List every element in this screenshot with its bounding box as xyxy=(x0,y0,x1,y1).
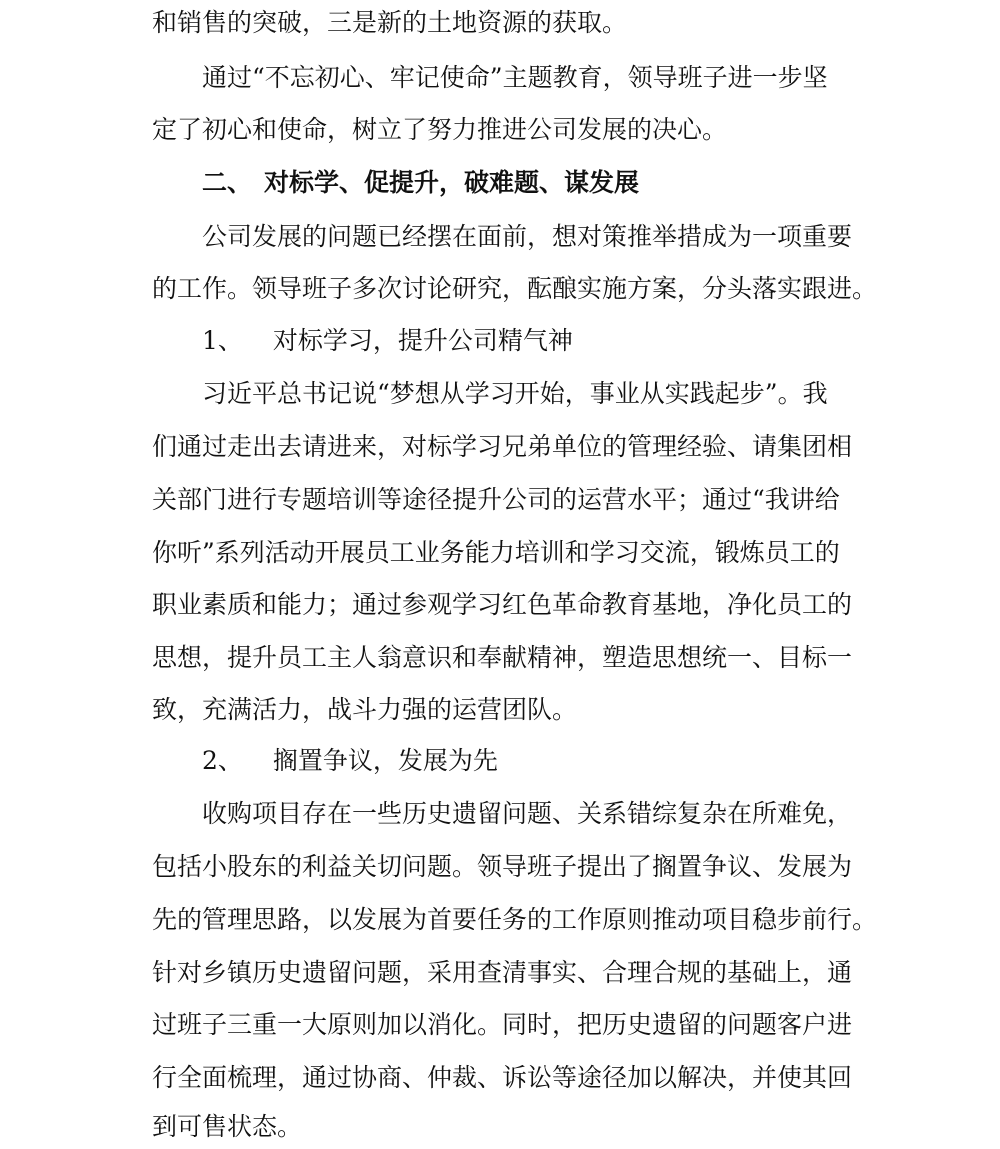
paragraph-line: 过班子三重一大原则加以消化。同时，把历史遗留的问题客户进 xyxy=(152,1010,853,1039)
paragraph-line: 到可售状态。 xyxy=(152,1112,303,1141)
paragraph-line: 的工作。领导班子多次讨论研究，酝酿实施方案，分头落实跟进。 xyxy=(152,274,878,303)
subsection-heading xyxy=(202,326,573,356)
paragraph-line: 包括小股东的利益关切问题。领导班子提出了搁置争议、发展为 xyxy=(152,852,853,881)
paragraph-line: 行全面梳理，通过协商、仲裁、诉讼等途径加以解决，并使其回 xyxy=(152,1063,853,1092)
subsection-heading-title: 搁置争议，发展为先 xyxy=(272,746,498,775)
paragraph-line: 定了初心和使命，树立了努力推进公司发展的决心。 xyxy=(152,115,728,144)
paragraph-line: 通过“不忘初心、牢记使命”主题教育，领导班子进一步坚 xyxy=(202,63,828,92)
subsection-heading-title: 对标学习，提升公司精气神 xyxy=(272,326,573,355)
paragraph-line: 职业素质和能力；通过参观学习红色革命教育基地，净化员工的 xyxy=(152,590,853,619)
subsection-heading xyxy=(202,746,498,776)
paragraph-line: 思想，提升员工主人翁意识和奉献精神，塑造思想统一、目标一 xyxy=(152,643,853,672)
paragraph-line: 先的管理思路，以发展为首要任务的工作原则推动项目稳步前行。 xyxy=(152,905,878,934)
section-heading-title: 对标学、促提升，破难题、谋发展 xyxy=(264,168,640,197)
paragraph-line: 公司发展的问题已经摆在面前，想对策推举措成为一项重要 xyxy=(202,222,853,251)
paragraph-line: 收购项目存在一些历史遗留问题、关系错综复杂在所难免， xyxy=(202,799,853,828)
paragraph-line: 们通过走出去请进来，对标学习兄弟单位的管理经验、请集团相 xyxy=(152,432,853,461)
section-heading-number: 二、 xyxy=(202,168,253,197)
paragraph-line: 习近平总书记说“梦想从学习开始，事业从实践起步”。我 xyxy=(202,379,828,408)
paragraph-line: 针对乡镇历史遗留问题，采用查清事实、合理合规的基础上，通 xyxy=(152,958,853,987)
section-heading xyxy=(202,168,639,198)
paragraph-line: 关部门进行专题培训等途径提升公司的运营水平；通过“我讲给 xyxy=(152,485,840,514)
paragraph-line: 致，充满活力，战斗力强的运营团队。 xyxy=(152,695,578,724)
paragraph-line: 和销售的突破，三是新的土地资源的获取。 xyxy=(152,8,628,37)
subsection-heading-number: 2、 xyxy=(202,746,243,775)
subsection-heading-number: 1、 xyxy=(202,326,243,355)
paragraph-line: 你听”系列活动开展员工业务能力培训和学习交流，锻炼员工的 xyxy=(152,538,840,567)
